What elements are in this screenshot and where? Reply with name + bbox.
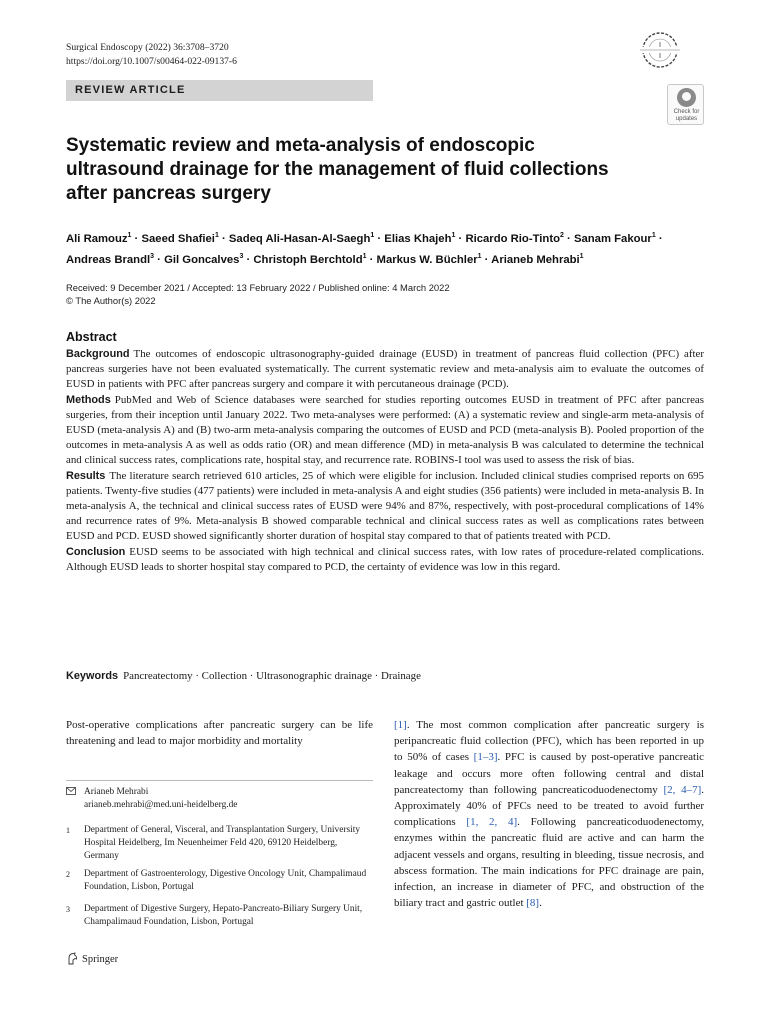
affiliation-number: 2 [66, 870, 70, 879]
citation-link[interactable]: [2, 4–7] [663, 783, 702, 796]
conclusion-text: EUSD seems to be associated with high technical and clinical success rates, with low rates of procedure-related complications. Although EUSD leads to shorter hospital stay compared to PCD, the certainty of evidence was low in this regard. [66, 545, 704, 573]
abstract-results [66, 469, 704, 545]
author-name[interactable]: Sanam Fakour [573, 232, 652, 245]
methods-text: PubMed and Web of Science databases were searched for studies reporting outcomes EUSD in treatment of PFC after pancreas surgeries, from their inception until January 2022. Two meta-analyses were performed: (A) a systematic review and single-arm meta-analysis of EUSD (meta-analysis A) and (B) two-arm meta-analysis comparing the outcomes of EUSD and PCD (meta-analysis B). Pooled proportion of the outcomes in meta-analysis A as well as odds ratio (OR) and mean difference (MD) in meta-analysis B was calculated to determine the technical and clinical success rates, complications rate, hospital stay, and recurrence rate. ROBINS-I tool was used to assess the risk of bias. [66, 393, 704, 467]
results-text: The literature search retrieved 610 articles, 25 of which were eligible for inclusion. Included clinical studies comprised reports on 695 patients. Twenty-five studies (477 patients) were included in meta-analysis A and eight studies (356 patients) were included in meta-analysis B. In meta-analysis A, the technical and clinical success rates of EUSD were 94% and 87%, respectively, with post-procedural complications of 14% and recurrence rates of 9%. Meta-analysis B showed comparable technical and clinical success rates as well as complications rates between EUSD and PCD. EUSD showed significantly shorter duration of hospital stay compared to that of patients treated with PCD. [66, 469, 704, 543]
citation-link[interactable]: [1, 2, 4] [466, 816, 518, 829]
check-badge-line1: Check for [673, 109, 700, 115]
article-type-banner: REVIEW ARTICLE [66, 80, 373, 101]
citation-link[interactable]: [1–3] [473, 751, 498, 764]
doi-link[interactable]: https://doi.org/10.1007/s00464-022-09137-6 [66, 56, 237, 67]
springer-horse-icon [66, 952, 79, 965]
author-affiliation: 1 [579, 252, 584, 260]
affiliation-text: Department of Digestive Surgery, Hepato-Pancreato-Biliary Surgery Unit, Champalimaud Foundation, Lisbon, Portugal [84, 904, 363, 928]
author-affiliation: 1 [362, 252, 367, 260]
publication-dates [66, 281, 706, 307]
background-label: Background [66, 348, 130, 360]
article-title: Systematic review and meta-analysis of endoscopic ultrasound drainage for the management of fluid collections after pancreas surgery [66, 135, 609, 204]
results-label: Results [66, 469, 106, 482]
abstract-background [66, 347, 704, 393]
body-column-right [394, 717, 704, 911]
author-affiliation: 1 [477, 252, 482, 260]
check-badge-line2: updates [675, 116, 698, 122]
author-name[interactable]: Ricardo Rio-Tinto [465, 232, 560, 245]
journal-volume: Surgical Endoscopy (2022) 36:3708–3720 [66, 42, 229, 53]
author-affiliation: 1 [127, 232, 132, 239]
affiliation-number: 3 [66, 905, 70, 914]
affiliation-text: Department of Gastroenterology, Digestive Oncology Unit, Champalimaud Foundation, Lisbon, Portugal [84, 869, 367, 893]
footnote-divider [66, 780, 373, 781]
keywords-label: Keywords [66, 670, 119, 682]
author-name[interactable]: Christoph Berchtold [253, 253, 363, 266]
affiliation-number: 1 [66, 826, 70, 835]
affiliation-2 [66, 868, 373, 894]
abstract-heading: Abstract [66, 330, 117, 344]
publisher-footer [66, 952, 118, 965]
author-name[interactable]: Markus W. Büchler [376, 253, 478, 266]
author-name[interactable]: Saeed Shafiei [141, 232, 215, 245]
citation-link[interactable]: [1] [394, 719, 407, 731]
date-history: Received: 9 December 2021 / Accepted: 13 February 2022 / Published online: 4 March 2022 [66, 282, 450, 293]
body-text: . Approximately 40% of PFCs need to be treated to avoid further complications [394, 783, 705, 829]
contact-email[interactable]: arianeb.mehrabi@med.uni-heidelberg.de [84, 800, 238, 811]
contact-name: Arianeb Mehrabi [84, 787, 149, 797]
author-affiliation: 1 [370, 232, 375, 239]
corresponding-author [66, 786, 373, 812]
author-affiliation: 3 [150, 252, 155, 260]
copyright: © The Author(s) 2022 [66, 295, 156, 306]
journal-citation [66, 41, 237, 69]
author-name[interactable]: Elias Khajeh [384, 232, 452, 245]
body-text: . PFC is caused by post-operative pancreatic leakage and occurs more often following central and distal pancreatectomy than following pancreaticoduodenectomy [394, 751, 705, 796]
author-name[interactable]: Arianeb Mehrabi [491, 253, 580, 266]
author-affiliation: 1 [451, 232, 456, 239]
author-name[interactable]: Ali Ramouz [66, 232, 128, 245]
body-text: . The most common complication after pancreatic surgery is peripancreatic fluid collection (PFC), which has been reported in up to 50% of cases [394, 719, 704, 764]
author-name[interactable]: Gil Goncalves [164, 253, 240, 266]
abstract-body [66, 347, 704, 575]
author-name[interactable]: Andreas Brandl [66, 253, 151, 266]
author-affiliation: 1 [214, 232, 219, 239]
body-text: . [539, 897, 542, 910]
keywords [66, 669, 706, 684]
affiliation-3 [66, 903, 373, 929]
affiliation-text: Department of General, Visceral, and Transplantation Surgery, University Hospital Heidelberg, Im Neuenheimer Feld 420, 69120 Heidelberg, Germany [84, 825, 361, 862]
body-text: . Following pancreaticoduodenectomy, enzymes within the pancreatic fluid are active and can harm the adjacent vessels and organs, resulting in bleeding, tissue necrosis, and abscess formation. The main indications for PFC drainage are pain, infection, an increase in diameter of PFC, and obstruction of the biliary tract and gastric outlet [394, 816, 704, 910]
check-for-updates-badge[interactable] [667, 84, 704, 125]
conclusion-label: Conclusion [66, 545, 126, 558]
publisher-name: Springer [82, 954, 119, 965]
author-name[interactable]: Sadeq Ali-Hasan-Al-Saegh [228, 232, 371, 245]
body-column-left: Post-operative complications after pancreatic surgery can be life threatening and lead to major morbidity and mortality [66, 719, 373, 748]
society-logo-icon [632, 28, 688, 72]
abstract-conclusion [66, 545, 704, 575]
author-affiliation: 2 [560, 232, 564, 239]
author-affiliation: 3 [239, 252, 244, 260]
check-updates-icon [677, 88, 696, 107]
affiliation-1 [66, 824, 373, 864]
author-list: Ali Ramouz$^1$ · Saeed Shafiei$^1$ · Sadeq Ali-Hasan-Al-Saegh$^1$ · Elias Khajeh$^1$ · Ricardo Rio-Tinto$^2$ · Sanam Fakour$^1$ · Andreas Brandl$^3$ · Gil Goncalves$^3$ · Christoph Berchtold$^1$ · Markus W. Büchler$^1$ · Arianeb Mehrabi$^1$ [66, 232, 663, 266]
author-affiliation: 1 [651, 232, 656, 239]
envelope-icon [66, 786, 76, 799]
background-text: The outcomes of endoscopic ultrasonography-guided drainage (EUSD) in treatment of pancreas fluid collection (PFC) after pancreas surgeries have not been evaluated systematically. The current systematic review and meta-analysis aim to evaluate the outcomes of EUSD in patients with PFC after pancreas surgery and compare it with percutaneous drainage (PCD). [66, 348, 704, 391]
abstract-methods [66, 393, 704, 469]
keywords-text: Pancreatectomy · Collection · Ultrasonographic drainage · Drainage [123, 670, 421, 682]
citation-link[interactable]: [8] [526, 897, 540, 910]
methods-label: Methods [66, 393, 111, 406]
